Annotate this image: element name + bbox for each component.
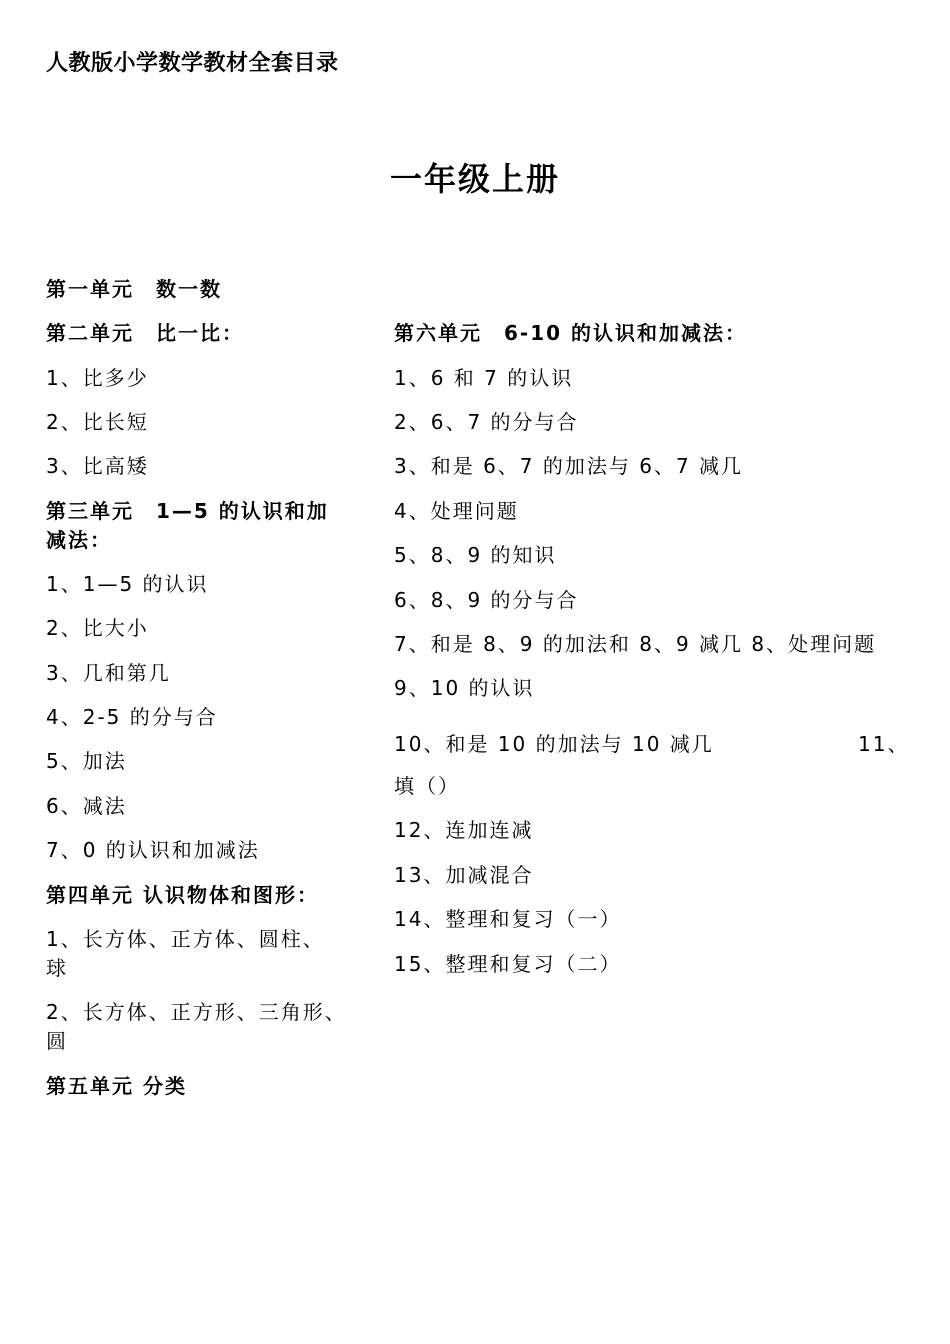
- list-item: 2、6、7 的分与合: [394, 410, 579, 434]
- list-item: 6、减法: [46, 794, 127, 818]
- unit3-name: 1—5 的认识和加: [156, 499, 329, 523]
- list-item: 14、整理和复习（一）: [394, 907, 622, 931]
- list-item: 12、连加连减: [394, 818, 534, 842]
- list-item: 15、整理和复习（二）: [394, 952, 622, 976]
- unit3-heading-cont: 减法：: [46, 528, 112, 552]
- list-item: 9、10 的认识: [394, 676, 535, 700]
- list-item: 5、加法: [46, 749, 127, 773]
- unit2-heading: [46, 319, 244, 348]
- unit6-heading: [394, 319, 747, 348]
- list-item: 13、加减混合: [394, 863, 534, 887]
- list-item: 1、6 和 7 的认识: [394, 366, 574, 390]
- unit3-heading: [46, 497, 329, 526]
- list-item: 1、1—5 的认识: [46, 572, 209, 596]
- list-item: 3、几和第几: [46, 661, 171, 685]
- unit3-label: 第三单元: [46, 499, 134, 523]
- unit1-label: 第一单元: [46, 277, 134, 301]
- unit1-heading: [46, 275, 222, 304]
- document-header: 人教版小学数学教材全套目录: [46, 51, 339, 76]
- page-title: 一年级上册: [389, 160, 560, 198]
- list-item-inline: 11、: [858, 732, 910, 756]
- unit1-name: 数一数: [156, 277, 222, 301]
- list-item: 2、比大小: [46, 616, 149, 640]
- list-item: 6、8、9 的分与合: [394, 588, 579, 612]
- list-item-cont: 球: [46, 956, 68, 980]
- list-item: 7、和是 8、9 的加法和 8、9 减几 8、处理问题: [394, 632, 877, 656]
- unit5-heading: 第五单元 分类: [46, 1074, 187, 1098]
- list-item: 4、2-5 的分与合: [46, 705, 218, 729]
- list-item: 2、比长短: [46, 410, 149, 434]
- unit2-label: 第二单元: [46, 321, 134, 345]
- unit4-heading: 第四单元 认识物体和图形：: [46, 883, 319, 907]
- list-item: 5、8、9 的知识: [394, 543, 557, 567]
- unit6-name: 6-10 的认识和加减法：: [504, 321, 748, 345]
- list-item: 3、和是 6、7 的加法与 6、7 减几: [394, 454, 744, 478]
- list-item: 1、比多少: [46, 366, 149, 390]
- list-item: 1、长方体、正方体、圆柱、: [46, 927, 325, 951]
- list-item-cont: 圆: [46, 1029, 68, 1053]
- unit2-name: 比一比：: [156, 321, 244, 345]
- list-item: 3、比高矮: [46, 454, 149, 478]
- list-item: 7、0 的认识和加减法: [46, 838, 260, 862]
- list-item: 2、长方体、正方形、三角形、: [46, 1000, 347, 1024]
- unit6-label: 第六单元: [394, 321, 482, 345]
- list-item: 10、和是 10 的加法与 10 减几: [394, 732, 714, 756]
- list-item: 4、处理问题: [394, 499, 519, 523]
- list-item-cont: 填（）: [394, 774, 460, 798]
